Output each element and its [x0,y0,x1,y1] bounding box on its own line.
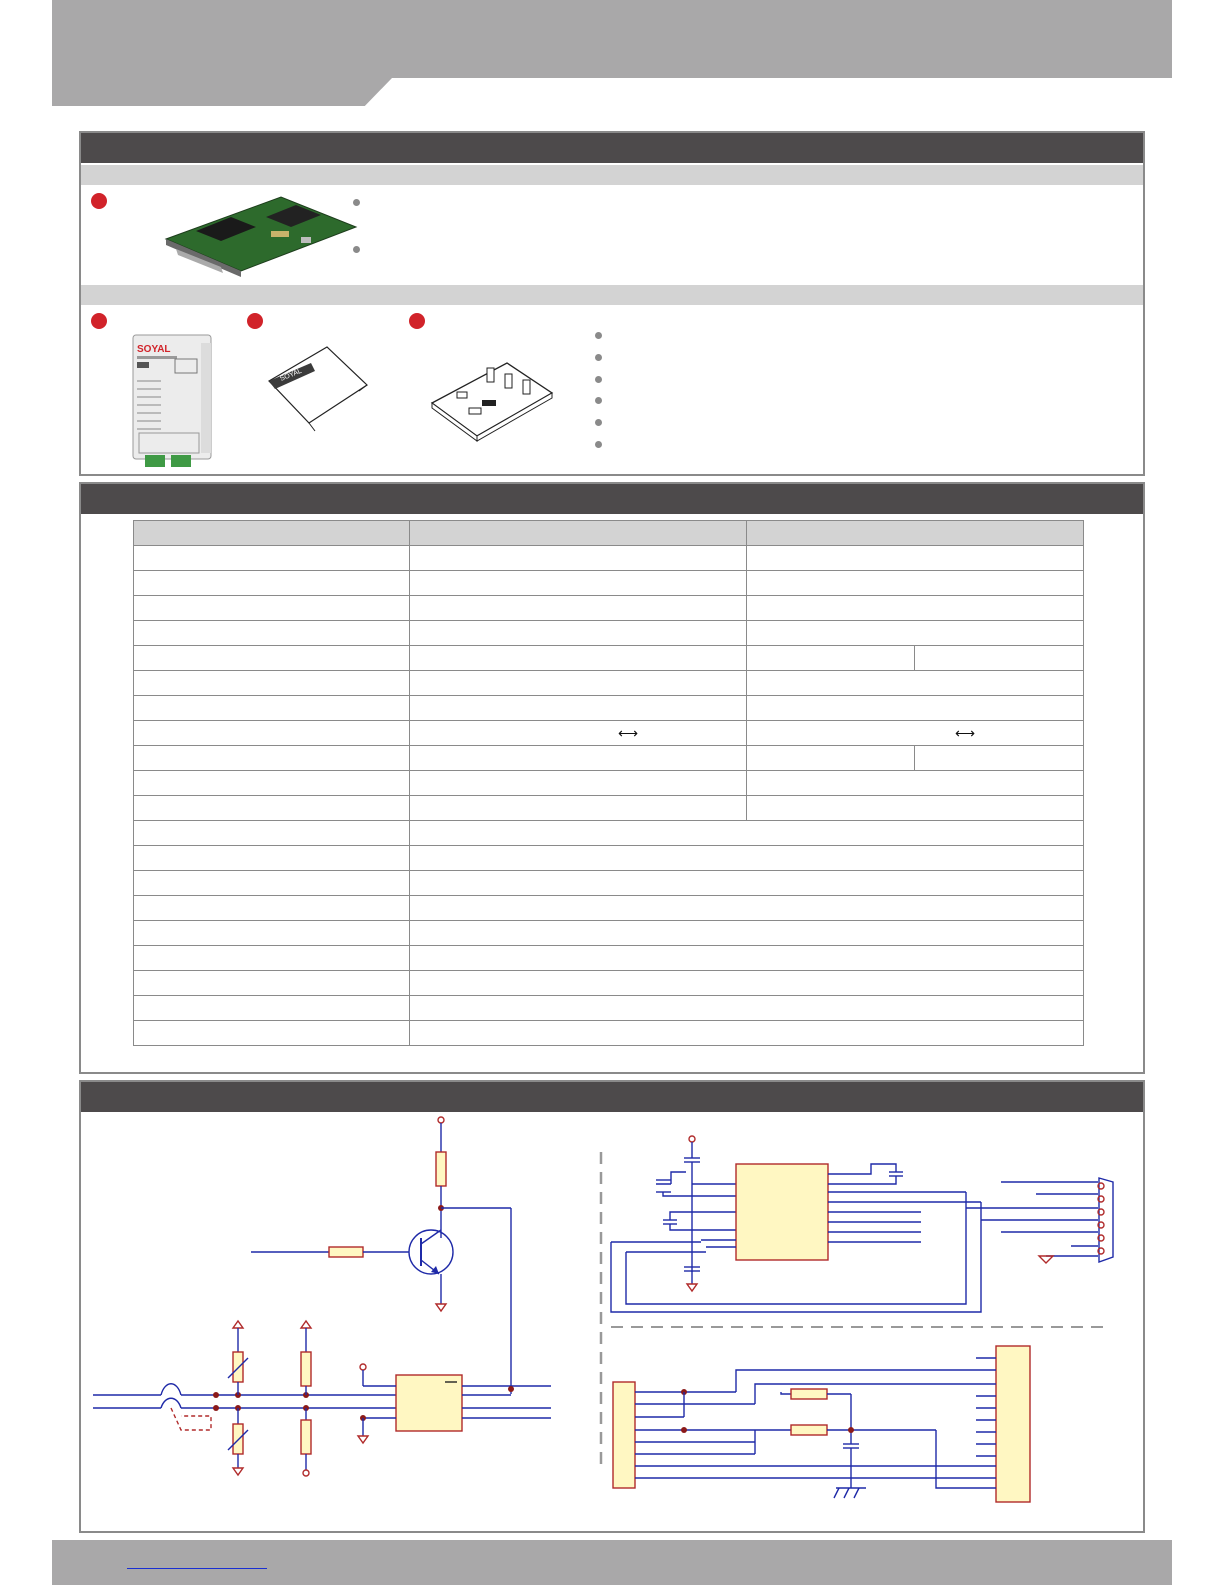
spec-panel [79,482,1145,1074]
item-marker-dot [409,313,425,329]
feature-bullet [353,199,360,206]
header-band [52,0,1172,78]
spec-panel-header [81,484,1143,514]
table-row [134,771,1084,796]
table-row [134,721,1084,746]
accessory-bullet [595,441,602,448]
product-panel-header [81,133,1143,163]
accessory-bullet [595,332,602,339]
table-row [134,796,1084,821]
table-row [134,821,1084,846]
table-row [134,571,1084,596]
table-row [134,746,1084,771]
table-row [134,996,1084,1021]
item-marker-dot [91,193,107,209]
table-row [134,921,1084,946]
transistor-driver-circuit [93,1117,551,1476]
table-row [134,896,1084,921]
table-row [134,946,1084,971]
table-row [134,696,1084,721]
footer-link-underline[interactable] [127,1568,267,1569]
accessory-bullet [595,397,602,404]
spec-header-row [134,521,1084,546]
network-module-board-icon [161,189,361,279]
table-row [134,596,1084,621]
table-row [134,1021,1084,1046]
table-row [134,871,1084,896]
table-row [134,671,1084,696]
table-row [134,846,1084,871]
circuit-panel [79,1080,1145,1533]
table-row [134,546,1084,571]
item-marker-dot [91,313,107,329]
table-row [134,621,1084,646]
manual-logo: SOYAL [279,367,303,383]
mounting-socket-icon [427,348,557,443]
item-marker-dot [247,313,263,329]
converter-logo: SOYAL [137,344,171,355]
converter-box-icon [131,333,213,471]
table-row [134,646,1084,671]
bidirectional-arrow-icon: ⟷ [954,724,976,741]
accessory-bullet [595,376,602,383]
footer-band [52,1540,1172,1585]
bidirectional-arrow-icon: ⟷ [617,724,639,741]
spec-header-cell [410,521,747,546]
circuit-diagram [81,1112,1143,1532]
feature-bullet [353,246,360,253]
accessory-subheader [81,285,1143,305]
rs232-interface-circuit [611,1136,1113,1312]
module-subheader [81,165,1143,185]
accessory-bullet [595,354,602,361]
table-row [134,971,1084,996]
spec-header-cell [134,521,410,546]
accessory-bullet [595,419,602,426]
manual-booklet-icon [267,345,371,435]
circuit-panel-header [81,1082,1143,1112]
spec-header-cell [747,521,1084,546]
header-tab [52,78,392,106]
connector-pinout-circuit [613,1346,1030,1502]
product-panel [79,131,1145,476]
spec-table [133,520,1084,1046]
